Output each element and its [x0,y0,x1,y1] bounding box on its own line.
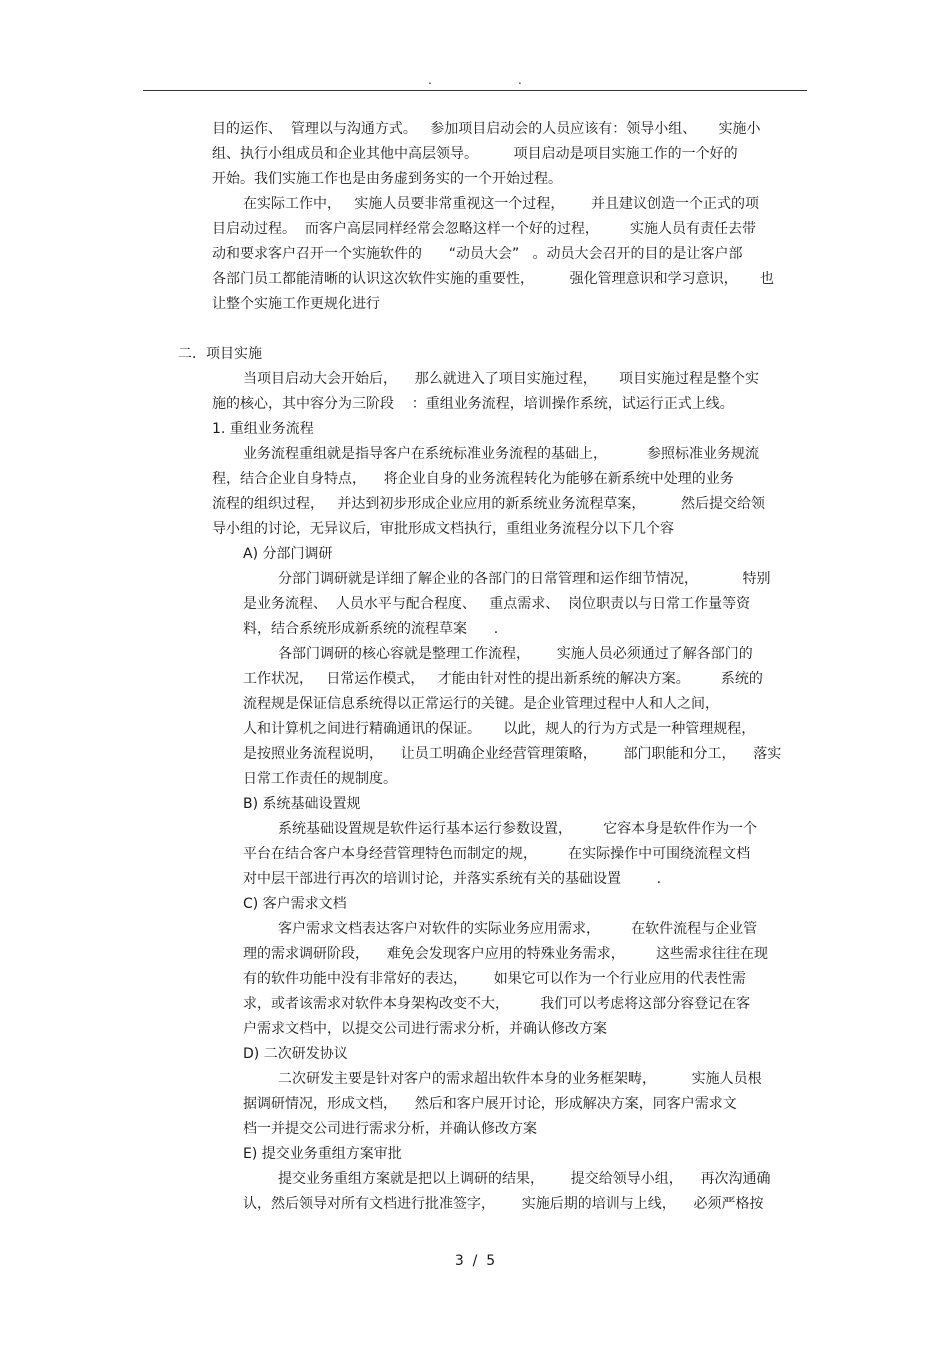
text-line: 导小组的讨论，无异议后，审批形成文档执行，重组业务流程分以下几个容 [212,521,674,537]
text-line: 程，结合企业自身特点， 将企业自身的业务流程转化为能够在新系统中处理的业务 [212,471,734,487]
item-heading: B) 系统基础设置规 [243,796,361,812]
text-line: 让整个实施工作更规化进行 [212,296,380,312]
text-line: 料，结合系统形成新系统的流程草案 . [243,621,499,637]
item-heading: C) 客户需求文档 [243,896,347,912]
text-line: 分部门调研就是详细了解企业的各部门的日常管理和运作细节情况， 特别 [278,571,771,587]
text-line: 对中层干部进行再次的培训讨论，并落实系统有关的基础设置 . [243,871,662,887]
text-line: 施的核心，其中容分为三阶段 ：重组业务流程，培训操作系统，试运行正式上线。 [212,396,734,412]
text-line: 工作状况， 日常运作模式， 才能由针对性的提出新系统的解决方案。 系统的 [243,671,763,687]
text-line: 理的需求调研阶段， 难免会发现客户应用的特殊业务需求， 这些需求往往在现 [243,946,768,962]
text-line: 业务流程重组就是指导客户在系统标准业务流程的基础上， 参照标准业务规流 [243,446,760,462]
text-line: 在实际工作中， 实施人员要非常重视这一个过程， 并且建议创造一个正式的项 [243,196,760,212]
item-heading: A) 分部门调研 [243,546,333,562]
text-line: 系统基础设置规是软件运行基本运行参数设置， 它容本身是软件作为一个 [278,821,758,837]
text-line: 是业务流程、 人员水平与配合程度、 重点需求、 岗位职责以与日常工作量等资 [243,596,751,612]
text-line: 档一并提交公司进行需求分析，并确认修改方案 [243,1121,537,1137]
page-number: 3 / 5 [454,1253,496,1269]
text-line: 二次研发主要是针对客户的需求超出软件本身的业务框架畴， 实施人员根 [278,1071,762,1087]
text-line: 求，或者该需求对软件本身架构改变不大， 我们可以考虑将这部分容登记在客 [243,996,751,1012]
header-rule [143,90,807,91]
text-line: 平台在结合客户本身经营管理特色而制定的规， 在实际操作中可围绕流程文档 [243,846,751,862]
text-line: 人和计算机之间进行精确通讯的保证。 以此，规人的行为方式是一种管理规程， [243,721,756,737]
text-line: 提交业务重组方案就是把以上调研的结果， 提交给领导小组， 再次沟通确 [278,1171,771,1187]
text-line: 流程的组织过程， 并达到初步形成企业应用的新系统业务流程草案， 然后提交给领 [212,496,765,512]
text-line: 各部门员工都能清晰的认识这次软件实施的重要性， 强化管理意识和学习意识， 也 [212,271,774,287]
item-heading: E) 提交业务重组方案审批 [243,1146,402,1162]
text-line: 户需求文档中，以提交公司进行需求分析，并确认修改方案 [243,1021,607,1037]
text-line: 动和要求客户召开一个实施软件的 “动员大会” 。动员大会召开的目的是让客户部 [212,246,743,262]
text-line: 据调研情况，形成文档， 然后和客户展开讨论，形成解决方案，同客户需求文 [243,1096,737,1112]
text-line: 认，然后领导对所有文档进行批准签字， 实施后期的培训与上线， 必须严格按 [243,1196,764,1212]
header-dot-left: . [428,73,432,87]
page-header-marks [0,74,950,88]
header-dot-right: . [518,73,522,87]
text-line: 目的运作、 管理以与沟通方式。 参加项目启动会的人员应该有：领导小组、 实施小 [212,121,761,137]
text-line: 组、执行小组成员和企业其他中高层领导。 项目启动是项目实施工作的一个好的 [212,146,738,162]
text-line: 是按照业务流程说明， 让员工明确企业经营管理策略， 部门职能和分工， 落实 [243,746,782,762]
section-heading: 二．项目实施 [178,346,262,362]
text-line: 开始。我们实施工作也是由务虚到务实的一个开始过程。 [212,171,562,187]
text-line: 各部门调研的核心容就是整理工作流程， 实施人员必须通过了解各部门的 [278,646,753,662]
text-line: 客户需求文档表达客户对软件的实际业务应用需求， 在软件流程与企业管 [278,921,758,937]
text-line: 目启动过程。 而客户高层同样经常会忽略这样一个好的过程， 实施人员有责任去带 [212,221,757,237]
subsection-heading: 1. 重组业务流程 [212,421,314,437]
item-heading: D) 二次研发协议 [243,1046,348,1062]
text-line: 流程规是保证信息系统得以正常运行的关键。是企业管理过程中人和人之间， [243,696,719,712]
text-line: 有的软件功能中没有非常好的表达， 如果它可以作为一个行业应用的代表性需 [243,971,746,987]
text-line: 日常工作责任的规制度。 [243,771,397,787]
text-line: 当项目启动大会开始后， 那么就进入了项目实施过程， 项目实施过程是整个实 [243,371,760,387]
